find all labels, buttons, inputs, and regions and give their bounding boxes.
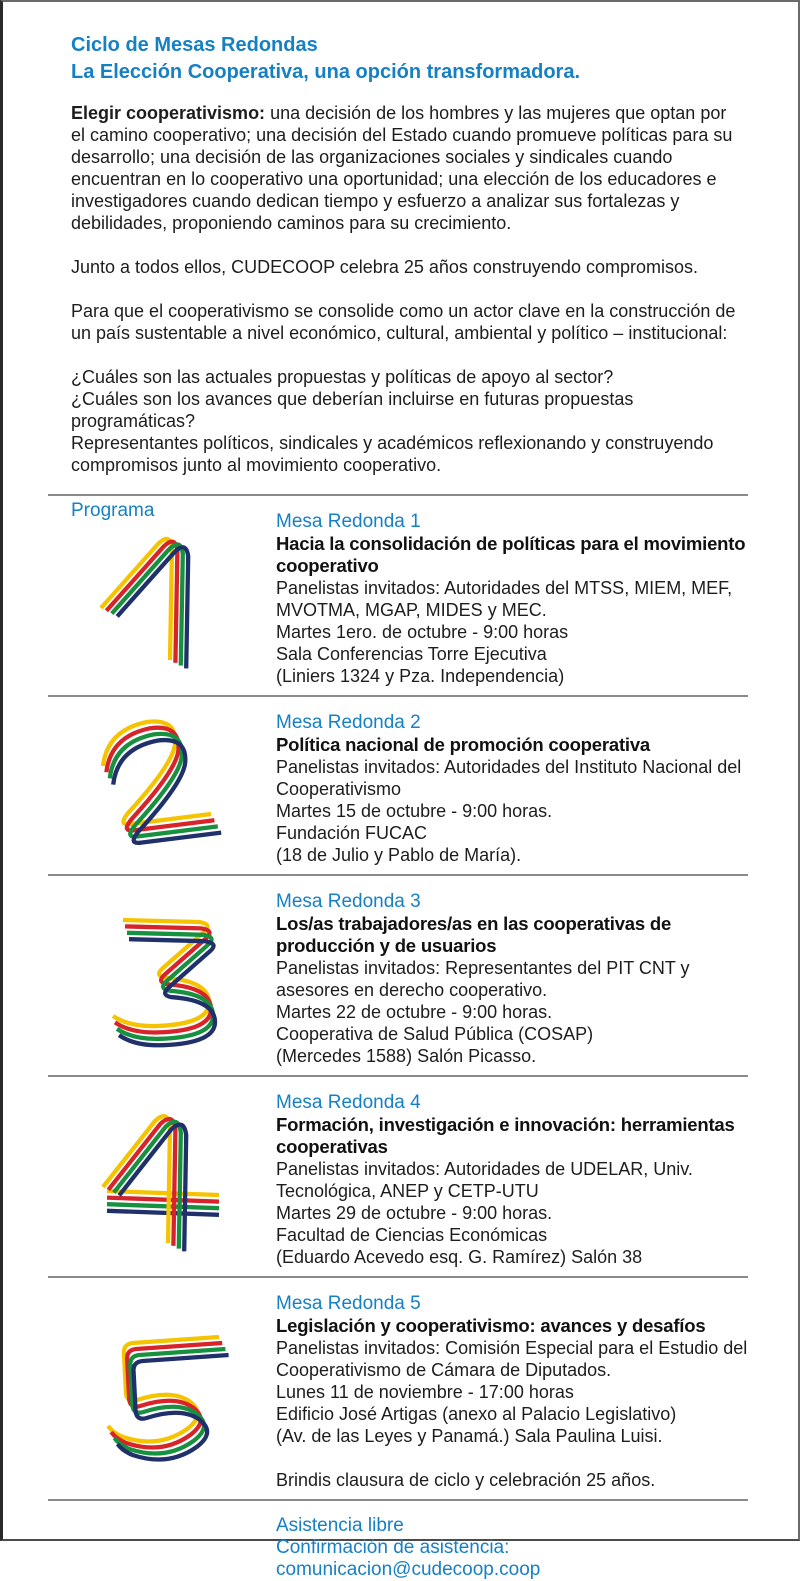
session-label: Mesa Redonda 1 — [276, 511, 421, 532]
footer-section — [48, 1499, 748, 1581]
session-title: Legislación y cooperativismo: avances y desafíos — [276, 1315, 706, 1336]
session-title: Política nacional de promoción cooperativa — [276, 734, 651, 755]
session-panelists: Panelistas invitados: Autoridades del Instituto Nacional del Cooperativismo — [276, 757, 742, 799]
session-address: (Mercedes 1588) Salón Picasso. — [276, 1046, 537, 1066]
session-2-number-column — [48, 697, 276, 874]
session-row-2 — [48, 695, 748, 874]
programa-label: Programa — [71, 500, 155, 521]
title-line-1: Ciclo de Mesas Redondas — [71, 34, 318, 56]
session-venue: Facultad de Ciencias Económicas — [276, 1225, 548, 1245]
lead-bold-text: Elegir cooperativismo: — [71, 103, 266, 123]
session-panelists: Panelistas invitados: Comisión Especial para el Estudio del Cooperativismo de Cámara de Diputados. — [276, 1338, 748, 1380]
title-line-2: La Elección Cooperativa, una opción transformadora. — [71, 61, 580, 83]
session-address: (Liniers 1324 y Pza. Independencia) — [276, 666, 565, 686]
session-row-1 — [48, 494, 748, 695]
intro-section — [3, 2, 798, 521]
session-title: Los/as trabajadores/as en las cooperativas de producción y de usuarios — [276, 913, 672, 956]
session-address: (18 de Julio y Pablo de María). — [276, 845, 522, 865]
lead-rest-text: una decisión de los hombres y las mujeres que optan por el camino cooperativo; una decisión del Estado cuando promueve políticas para su desarrollo; una decisión de las organizaciones sociales y sindicales cuando encuentran en lo cooperativo una oportunidad; una elección de los educadores e investigadores cuando dedican tiempo y esfuerzo a analizar sus fortalezas y debilidades, proponiendo caminos para su crecimiento. — [71, 103, 733, 233]
session-title: Formación, investigación e innovación: herramientas cooperativas — [276, 1114, 735, 1157]
contact-email[interactable]: comunicacion@cudecoop.coop — [276, 1559, 541, 1580]
session-1-text — [276, 496, 748, 695]
session-title: Hacia la consolidación de políticas para el movimiento cooperativo — [276, 533, 746, 576]
session-1-number-column — [48, 496, 276, 695]
page-title — [71, 32, 743, 86]
ribbon-number-1-icon — [75, 516, 250, 676]
confirmation-line — [276, 1537, 748, 1581]
session-address: (Av. de las Leyes y Panamá.) Sala Paulina Luisi. — [276, 1426, 663, 1446]
session-venue: Fundación FUCAC — [276, 823, 428, 843]
session-4-text — [276, 1077, 748, 1276]
celebration-paragraph: Junto a todos ellos, CUDECOOP celebra 25 años construyendo compromisos. — [71, 257, 698, 277]
lead-paragraph — [71, 102, 743, 234]
session-row-3 — [48, 874, 748, 1075]
session-3-text — [276, 876, 748, 1075]
session-label: Mesa Redonda 4 — [276, 1092, 421, 1113]
session-row-5 — [48, 1276, 748, 1499]
session-date: Martes 15 de octubre - 9:00 horas. — [276, 801, 553, 821]
ribbon-number-3-icon — [75, 896, 250, 1056]
session-panelists: Panelistas invitados: Autoridades de UDELAR, Univ. Tecnológica, ANEP y CETP-UTU — [276, 1159, 693, 1201]
confirmation-label: Confirmación de asistencia: — [276, 1537, 510, 1558]
questions-block — [71, 366, 743, 476]
ribbon-number-2-icon — [75, 706, 250, 866]
question-2: ¿Cuáles son los avances que deberían incluirse en futuras propuestas programáticas? — [71, 389, 634, 431]
session-date: Martes 29 de octubre - 9:00 horas. — [276, 1203, 553, 1223]
session-venue: Cooperativa de Salud Pública (COSAP) — [276, 1024, 594, 1044]
goal-paragraph: Para que el cooperativismo se consolide como un actor clave en la construcción de un país sustentable a nivel económico, cultural, ambiental y político – institucional: — [71, 301, 736, 343]
session-2-text — [276, 697, 748, 874]
session-row-4 — [48, 1075, 748, 1276]
session-closing-note: Brindis clausura de ciclo y celebración 25 años. — [276, 1470, 656, 1490]
question-1: ¿Cuáles son las actuales propuestas y políticas de apoyo al sector? — [71, 367, 614, 387]
session-date: Martes 22 de octubre - 9:00 horas. — [276, 1002, 553, 1022]
session-label: Mesa Redonda 5 — [276, 1293, 421, 1314]
session-venue: Sala Conferencias Torre Ejecutiva — [276, 644, 547, 664]
session-4-number-column — [48, 1077, 276, 1276]
session-label: Mesa Redonda 2 — [276, 712, 421, 733]
session-panelists: Panelistas invitados: Representantes del PIT CNT y asesores en derecho cooperativo. — [276, 958, 690, 1000]
session-label: Mesa Redonda 3 — [276, 891, 421, 912]
session-address: (Eduardo Acevedo esq. G. Ramírez) Salón 38 — [276, 1247, 643, 1267]
session-venue: Edificio José Artigas (anexo al Palacio Legislativo) — [276, 1404, 677, 1424]
session-5-text — [276, 1278, 748, 1499]
ribbon-number-4-icon — [75, 1097, 250, 1257]
ribbon-number-5-icon — [75, 1309, 250, 1469]
attendance-note: Asistencia libre — [276, 1515, 404, 1536]
representatives-text: Representantes políticos, sindicales y académicos reflexionando y construyendo compromisos junto al movimiento cooperativo. — [71, 433, 714, 475]
session-5-number-column — [48, 1278, 276, 1499]
session-3-number-column — [48, 876, 276, 1075]
session-date: Martes 1ero. de octubre - 9:00 horas — [276, 622, 569, 642]
session-panelists: Panelistas invitados: Autoridades del MTSS, MIEM, MEF, MVOTMA, MGAP, MIDES y MEC. — [276, 578, 733, 620]
session-date: Lunes 11 de noviembre - 17:00 horas — [276, 1382, 574, 1402]
